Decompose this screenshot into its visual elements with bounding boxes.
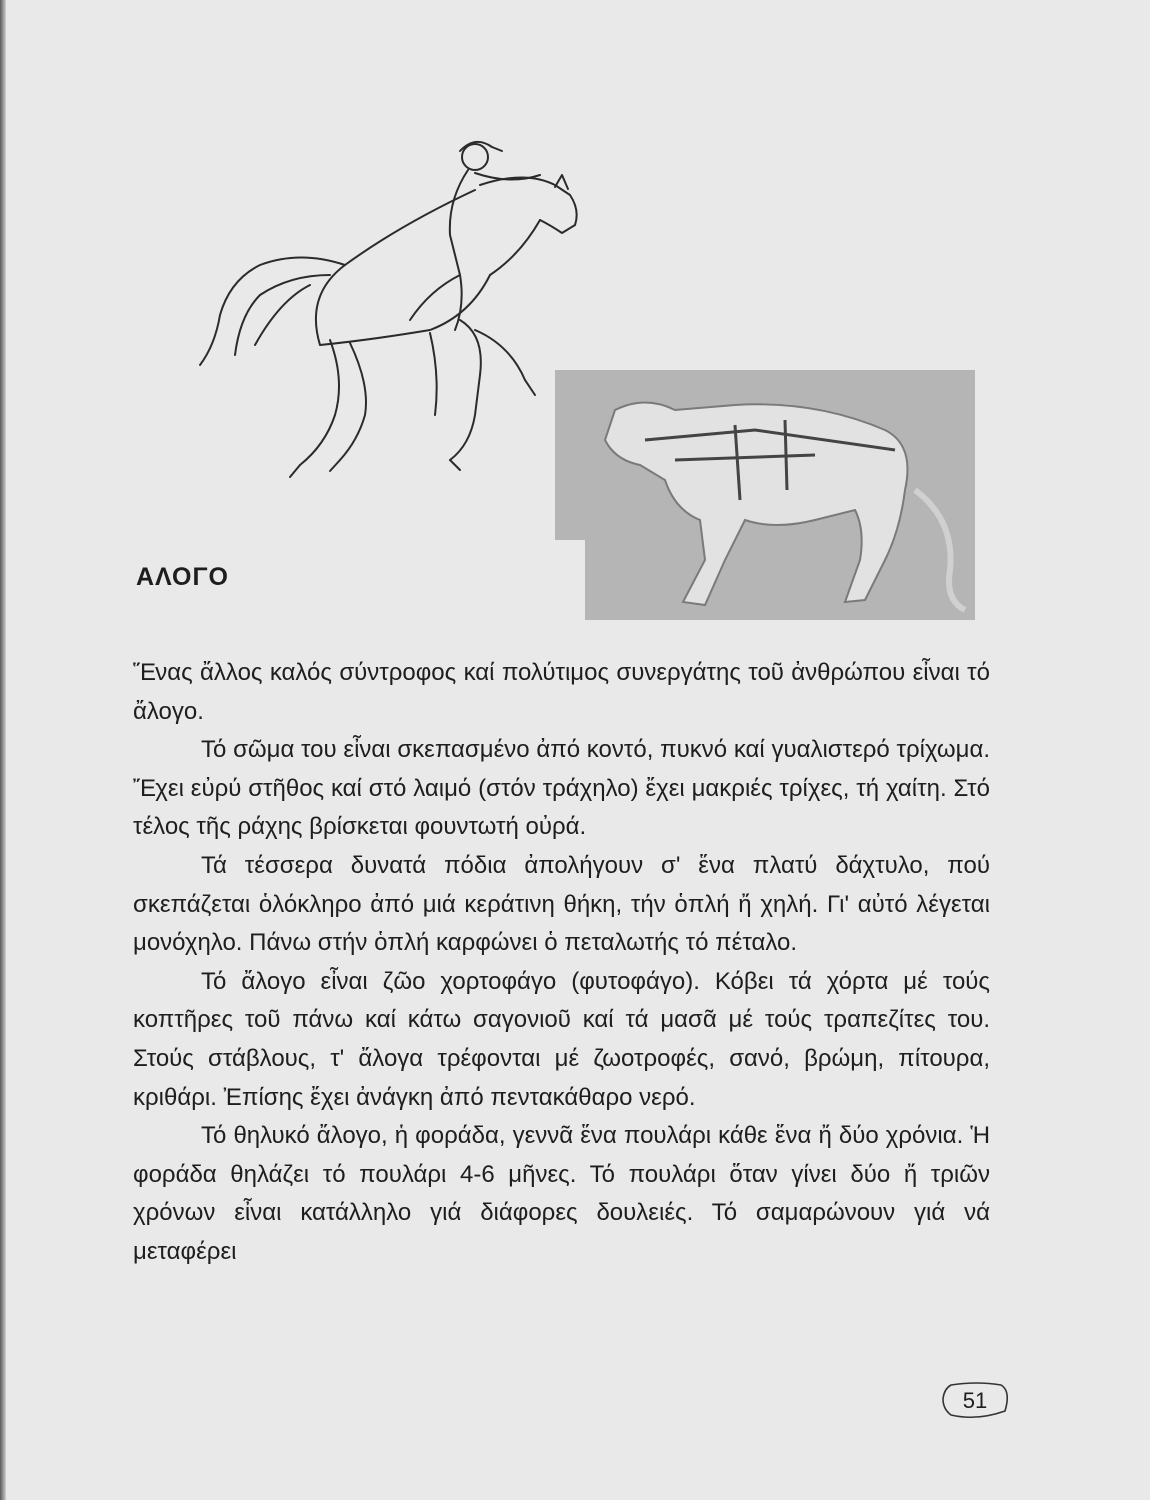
paragraph-5: Τό θηλυκό ἄλογο, ἡ φοράδα, γεννᾶ ἕνα πουλάρι κάθε ἕνα ἤ δύο χρόνια. Ἡ φοράδα θηλάζει τό πουλάρι 4-6 μῆνες. Τό πουλάρι ὅταν γίνει δύο ἤ τριῶν χρόνων εἶναι κατάλληλο γιά διάφορες δουλειές. Τό σαμαρώνουν γιά νά μεταφέρει xyxy=(133,1122,990,1265)
book-spine-edge xyxy=(0,0,6,1500)
page-number: 51 xyxy=(962,1388,988,1413)
body-text xyxy=(133,654,990,1272)
illustrations xyxy=(120,100,980,640)
horse-rider-sketch xyxy=(130,115,600,575)
section-heading: ΑΛΟΓΟ xyxy=(136,563,229,591)
cart-horse-photo xyxy=(555,370,975,620)
paragraph-3: Τά τέσσερα δυνατά πόδια ἀπολήγουν σ' ἕνα πλατύ δάχτυλο, πού σκεπάζεται ὁλόκληρο ἀπό μιά κεράτινη θήκη, τήν ὁπλή ἤ χηλή. Γι' αὐτό λέγεται μονόχηλο. Πάνω στήν ὁπλή καρφώνει ὁ πεταλωτής τό πέταλο. xyxy=(133,851,990,957)
page-number-badge xyxy=(941,1381,1013,1421)
paragraph-4: Τό ἄλογο εἶναι ζῶο χορτοφάγο (φυτοφάγο). Κόβει τά χόρτα μέ τούς κοπτῆρες τοῦ πάνω καί κάτω σαγονιοῦ καί τά μασᾶ μέ τούς τραπεζίτες του. Στούς στάβλους, τ' ἄλογα τρέφονται μέ ζωοτροφές, σανό, βρώμη, πίτουρα, κριθάρι. Ἐπίσης ἔχει ἀνάγκη ἀπό πεντακάθαρο νερό. xyxy=(133,967,990,1111)
paragraph-2: Τό σῶμα του εἶναι σκεπασμένο ἀπό κοντό, πυκνό καί γυαλιστερό τρίχωμα. Ἔχει εὐρύ στῆθος καί στό λαιμό (στόν τράχηλο) ἔχει μακριές τρίχες, τή χαίτη. Στό τέλος τῆς ράχης βρίσκεται φουντωτή οὐρά. xyxy=(133,736,990,841)
paragraph-1: Ἕνας ἄλλος καλός σύντροφος καί πολύτιμος συνεργάτης τοῦ ἀνθρώπου εἶναι τό ἄλογο. xyxy=(133,659,990,725)
